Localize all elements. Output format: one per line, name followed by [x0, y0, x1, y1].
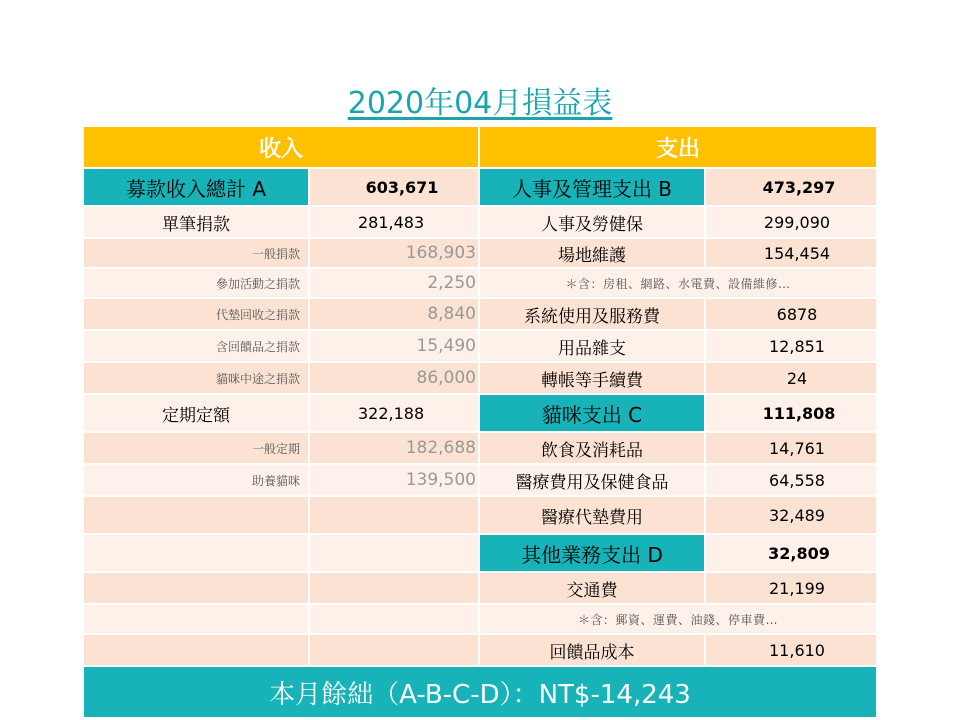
expense-item-label: 醫療費用及保健食品 — [480, 465, 706, 497]
empty-cell — [310, 573, 480, 605]
empty-cell — [310, 535, 480, 573]
expense-item-value: 32,489 — [706, 497, 876, 535]
income-item-label: 一般捐款 — [84, 239, 310, 269]
income-item-value: 168,903 — [310, 239, 480, 269]
single-donation-label: 單筆捐款 — [84, 207, 310, 239]
regular-donation-value: 322,188 — [310, 395, 480, 433]
expense-item-label: 飲食及消耗品 — [480, 433, 706, 465]
expense-item-label: 回饋品成本 — [480, 635, 706, 667]
expense-d-note: ＊含：郵資、運費、油錢、停車費… — [480, 605, 876, 635]
table-row — [84, 169, 876, 207]
net-row — [84, 667, 876, 717]
income-item-label: 貓咪中途之捐款 — [84, 363, 310, 395]
income-total-value: 603,671 — [310, 169, 480, 207]
empty-cell — [84, 635, 310, 667]
table-row — [84, 605, 876, 635]
table-row — [84, 535, 876, 573]
income-item-label: 一般定期 — [84, 433, 310, 465]
expense-item-label: 場地維護 — [480, 239, 706, 269]
table-row — [84, 207, 876, 239]
table-row — [84, 269, 876, 299]
income-item-label: 含回饋品之捐款 — [84, 331, 310, 363]
expense-item-value: 11,610 — [706, 635, 876, 667]
expense-item-value: 21,199 — [706, 573, 876, 605]
expense-item-label: 轉帳等手續費 — [480, 363, 706, 395]
income-item-value: 8,840 — [310, 299, 480, 331]
income-item-value: 15,490 — [310, 331, 480, 363]
expense-item-label: 交通費 — [480, 573, 706, 605]
income-header: 收入 — [84, 127, 480, 169]
expense-item-label: 系統使用及服務費 — [480, 299, 706, 331]
empty-cell — [310, 605, 480, 635]
income-item-value: 182,688 — [310, 433, 480, 465]
income-item-label: 助養貓咪 — [84, 465, 310, 497]
expense-b-label: 人事及管理支出 B — [480, 169, 706, 207]
expense-item-value: 14,761 — [706, 433, 876, 465]
income-total-label: 募款收入總計 A — [84, 169, 310, 207]
expense-item-value: 6878 — [706, 299, 876, 331]
expense-item-value: 299,090 — [706, 207, 876, 239]
expense-item-value: 12,851 — [706, 331, 876, 363]
income-item-value: 139,500 — [310, 465, 480, 497]
empty-cell — [310, 635, 480, 667]
expense-item-value: 64,558 — [706, 465, 876, 497]
empty-cell — [84, 605, 310, 635]
page-title: 2020年04月損益表 — [347, 86, 613, 121]
expense-item-value: 154,454 — [706, 239, 876, 269]
table-row — [84, 331, 876, 363]
single-donation-value: 281,483 — [310, 207, 480, 239]
net-balance: 本月餘絀（A-B-C-D）：NT$-14,243 — [84, 667, 876, 717]
expense-c-value: 111,808 — [706, 395, 876, 433]
income-item-label: 參加活動之捐款 — [84, 269, 310, 299]
profit-loss-table — [84, 127, 876, 717]
regular-donation-label: 定期定額 — [84, 395, 310, 433]
income-item-value: 2,250 — [310, 269, 480, 299]
header-row — [84, 127, 876, 169]
expense-c-label: 貓咪支出 C — [480, 395, 706, 433]
table-row — [84, 635, 876, 667]
table-row — [84, 433, 876, 465]
table-row — [84, 299, 876, 331]
empty-cell — [84, 497, 310, 535]
expense-b-value: 473,297 — [706, 169, 876, 207]
expense-item-label: 用品雜支 — [480, 331, 706, 363]
table-row — [84, 239, 876, 269]
income-item-value: 86,000 — [310, 363, 480, 395]
empty-cell — [84, 573, 310, 605]
expense-b-note: ＊含：房租、網路、水電費、設備維修… — [480, 269, 876, 299]
income-item-label: 代墊回收之捐款 — [84, 299, 310, 331]
table-row — [84, 395, 876, 433]
empty-cell — [310, 497, 480, 535]
expense-item-label: 醫療代墊費用 — [480, 497, 706, 535]
empty-cell — [84, 535, 310, 573]
table-row — [84, 573, 876, 605]
table-row — [84, 497, 876, 535]
expense-item-label: 人事及勞健保 — [480, 207, 706, 239]
expense-d-value: 32,809 — [706, 535, 876, 573]
expense-item-value: 24 — [706, 363, 876, 395]
table-row — [84, 363, 876, 395]
table-row — [84, 465, 876, 497]
expense-d-label: 其他業務支出 D — [480, 535, 706, 573]
expense-header: 支出 — [480, 127, 876, 169]
